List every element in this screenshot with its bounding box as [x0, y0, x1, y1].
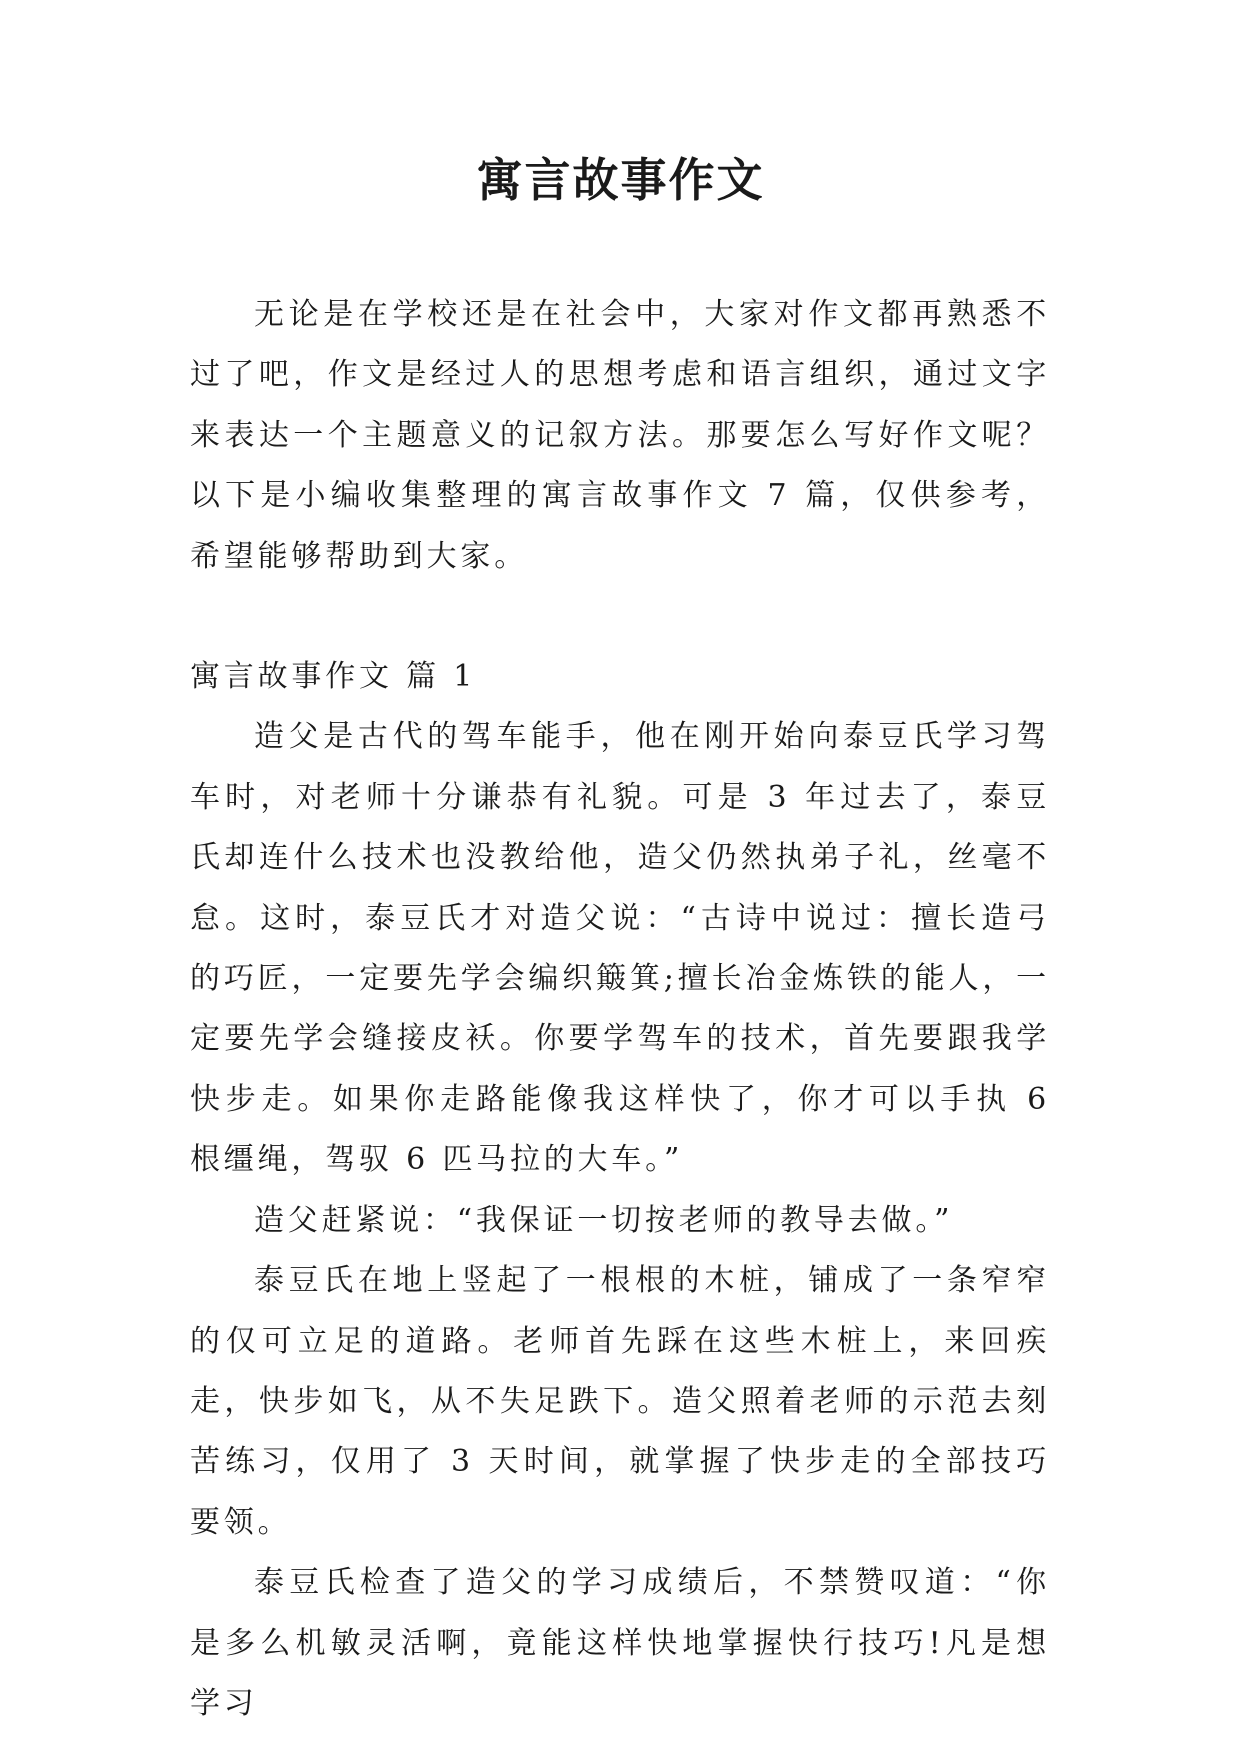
story-paragraph-2: 造父赶紧说：“我保证一切按老师的教导去做。” — [254, 1202, 954, 1238]
story-paragraph-4: 泰豆氏检查了造父的学习成绩后，不禁赞叹道：“你是多么机敏灵活啊，竟能这样快地掌握快行技巧!凡是想学习 — [190, 1565, 1050, 1721]
document-title: 寓言故事作文 — [476, 153, 765, 207]
story-paragraph-1: 造父是古代的驾车能手，他在刚开始向泰豆氏学习驾车时，对老师十分谦恭有礼貌。可是 3 年过去了，泰豆氏却连什么技术也没教给他，造父仍然执弟子礼，丝毫不怠。这时，泰豆氏才对造父说：“古诗中说过：擅长造弓的巧匠，一定要先学会编织簸箕;擅长冶金炼铁的能人，一定要先学会缝接皮袄。你要学驾车的技术，首先要跟我学快步走。如果你走路能像我这样快了，你才可以手执 6 根缰绳，驾驭 6 匹马拉的大车。” — [190, 719, 1050, 1178]
intro-paragraph: 无论是在学校还是在社会中，大家对作文都再熟悉不过了吧，作文是经过人的思想考虑和语言组织，通过文字来表达一个主题意义的记叙方法。那要怎么写好作文呢？以下是小编收集整理的寓言故事作文 7 篇，仅供参考，希望能够帮助到大家。 — [190, 297, 1050, 574]
section-spacer — [190, 587, 1050, 647]
document-body — [190, 285, 1050, 1734]
section-heading: 寓言故事作文 篇 1 — [190, 659, 477, 695]
story-paragraph-3: 泰豆氏在地上竖起了一根根的木桩，铺成了一条窄窄的仅可立足的道路。老师首先踩在这些木桩上，来回疾走，快步如飞，从不失足跌下。造父照着老师的示范去刻苦练习，仅用了 3 天时间，就掌握了快步走的全部技巧要领。 — [190, 1263, 1050, 1540]
